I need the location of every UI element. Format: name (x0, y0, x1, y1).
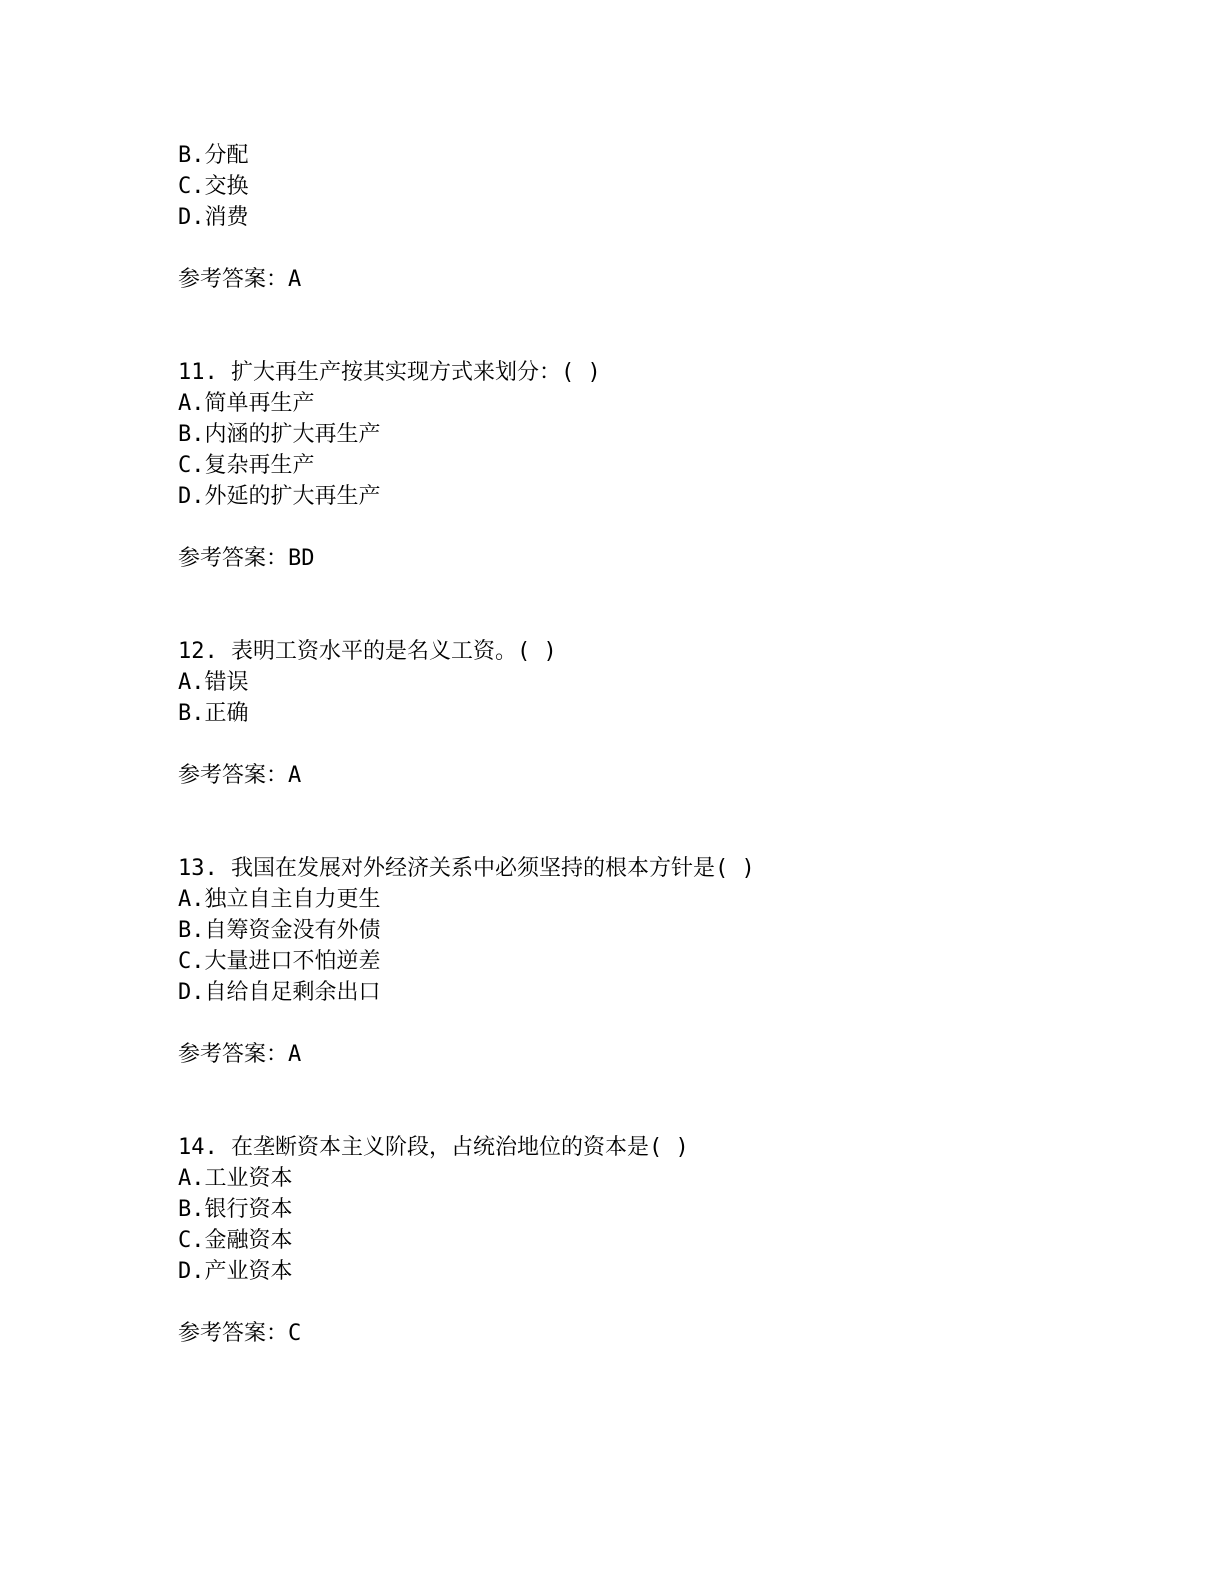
question-block-14 (178, 1132, 1178, 1349)
document-page (178, 140, 1178, 1349)
option-text: D.产业资本 (178, 1259, 293, 1284)
option-text: B.自筹资金没有外债 (178, 918, 381, 943)
option-text: B.银行资本 (178, 1197, 293, 1222)
option-text: A.简单再生产 (178, 391, 315, 416)
question-stem: 12. 表明工资水平的是名义工资。( ) (178, 639, 557, 664)
option-text: D.自给自足剩余出口 (178, 980, 381, 1005)
option-text: C.金融资本 (178, 1228, 293, 1253)
option-text: A.错误 (178, 670, 249, 695)
question-stem: 14. 在垄断资本主义阶段，占统治地位的资本是( ) (178, 1135, 689, 1160)
option-text: A.独立自主自力更生 (178, 887, 381, 912)
option-text: B.分配 (178, 143, 249, 168)
reference-answer: 参考答案：BD (178, 546, 315, 571)
option-text: C.复杂再生产 (178, 453, 315, 478)
option-text: B.内涵的扩大再生产 (178, 422, 381, 447)
question-block-13 (178, 853, 1178, 1070)
question-block-prev (178, 140, 1178, 295)
reference-answer: 参考答案：A (178, 763, 302, 788)
question-stem: 11. 扩大再生产按其实现方式来划分：( ) (178, 360, 601, 385)
option-text: A.工业资本 (178, 1166, 293, 1191)
reference-answer: 参考答案：A (178, 267, 302, 292)
option-text: D.消费 (178, 205, 249, 230)
option-text: B.正确 (178, 701, 249, 726)
option-text: C.大量进口不怕逆差 (178, 949, 381, 974)
question-stem: 13. 我国在发展对外经济关系中必须坚持的根本方针是( ) (178, 856, 755, 881)
reference-answer: 参考答案：A (178, 1042, 302, 1067)
question-block-11 (178, 357, 1178, 574)
reference-answer: 参考答案：C (178, 1321, 302, 1346)
option-text: C.交换 (178, 174, 249, 199)
question-block-12 (178, 636, 1178, 791)
option-text: D.外延的扩大再生产 (178, 484, 381, 509)
